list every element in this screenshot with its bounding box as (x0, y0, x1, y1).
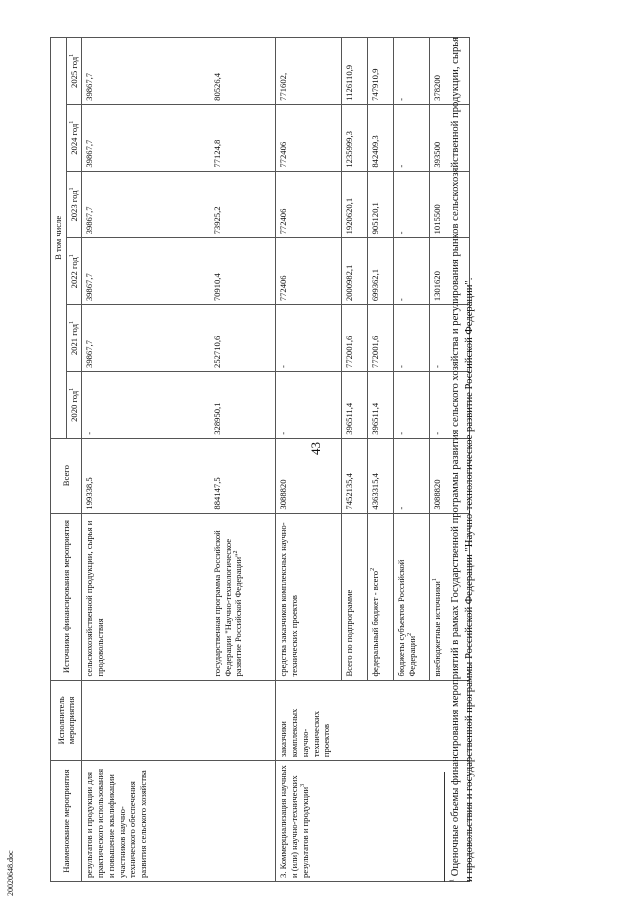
col-header-source: Источники финансирования мероприятия (51, 513, 82, 680)
cell-executor (368, 680, 394, 761)
cell-value: 39867,7 (82, 171, 210, 238)
cell-value: 1126110,9 (342, 38, 368, 105)
cell-value: 771602, (276, 38, 342, 105)
cell-value: - (394, 305, 430, 372)
cell-name (394, 761, 430, 882)
cell-executor (394, 680, 430, 761)
rotated-page-content (50, 37, 550, 882)
cell-executor (210, 680, 276, 761)
cell-total: - (394, 438, 430, 513)
cell-source: федеральный бюджет - всего$^2$ (368, 513, 394, 680)
cell-source: государственная программа Российской Федерации "Научно-технологическое развитие Российской Федерации"$^2$ (210, 513, 276, 680)
cell-value: 905120,1 (368, 171, 394, 238)
col-header-executor: Исполнитель мероприятия (51, 680, 82, 761)
cell-executor: заказчики комплексных научно-технических проектов (276, 680, 342, 761)
cell-total: 199338,5 (82, 438, 210, 513)
cell-value: - (276, 305, 342, 372)
table-row (210, 38, 276, 882)
cell-executor (82, 680, 210, 761)
cell-value: 842409,3 (368, 104, 394, 171)
cell-total: 3088820 (276, 438, 342, 513)
cell-value: 39867,7 (82, 305, 210, 372)
cell-value: 80526,4 (210, 38, 276, 105)
cell-value: 39867,7 (82, 38, 210, 105)
cell-source: бюджеты субъектов Российской Федерации$^2$ (394, 513, 430, 680)
cell-total: 4363315,4 (368, 438, 394, 513)
cell-name (342, 761, 368, 882)
col-header-year: 2024 год$^1$ (66, 104, 82, 171)
cell-name: результатов и продукции для практического использования и повышение квалификации участников научно-технического обеспечения развития сельского хозяйства (82, 761, 210, 882)
cell-value: - (276, 371, 342, 438)
cell-executor (342, 680, 368, 761)
cell-value: 70910,4 (210, 238, 276, 305)
cell-value: 1301620 (430, 238, 470, 305)
cell-name (368, 761, 394, 882)
cell-value: 396511,4 (342, 371, 368, 438)
cell-value: 328950,1 (210, 371, 276, 438)
cell-value: 772001,6 (342, 305, 368, 372)
cell-value: 396511,4 (368, 371, 394, 438)
cell-total: 884147,5 (210, 438, 276, 513)
cell-value: 772406 (276, 104, 342, 171)
financing-table (50, 37, 470, 882)
table-row (82, 38, 210, 882)
cell-source: Всего по подпрограмме (342, 513, 368, 680)
cell-value: 772406 (276, 238, 342, 305)
col-header-including: В том числе (51, 38, 67, 439)
cell-value: - (82, 371, 210, 438)
col-header-name: Наименование мероприятия (51, 761, 82, 882)
cell-name: 3. Коммерциализация научных и (или) научно-технических результатов и продукции$^3$ (276, 761, 342, 882)
cell-value: 73925,2 (210, 171, 276, 238)
cell-source: сельскохозяйственной продукции, сырья и продовольствия (82, 513, 210, 680)
table-row (342, 38, 368, 882)
cell-value: 747910,9 (368, 38, 394, 105)
cell-name (210, 761, 276, 882)
col-header-year: 2022 год$^1$ (66, 238, 82, 305)
footnote: $^1$ Оценочные объемы финансирования мероприятий в рамках Государственной программы развития сельского хозяйства и регулирования рынков сельскохозяйственной продукции, сырья и продовольствия и государственной программы Российской Федерации "Научно-технологическое развитие Российской Федерации". (444, 37, 477, 882)
cell-value: - (394, 171, 430, 238)
cell-total: 3088820 (430, 438, 470, 513)
cell-value: 772406 (276, 171, 342, 238)
document-code: 20020648.doc (6, 850, 15, 896)
cell-value: 772001,6 (368, 305, 394, 372)
col-header-year: 2023 год$^1$ (66, 171, 82, 238)
cell-source: внебюджетные источники$^1$ (430, 513, 470, 680)
cell-value: - (394, 238, 430, 305)
cell-total: 7452135,4 (342, 438, 368, 513)
cell-value: 393500 (430, 104, 470, 171)
cell-value: - (394, 38, 430, 105)
cell-value: 1920620,1 (342, 171, 368, 238)
table-row (368, 38, 394, 882)
cell-value: - (394, 104, 430, 171)
cell-value: 39867,7 (82, 104, 210, 171)
col-header-year: 2021 год$^1$ (66, 305, 82, 372)
footnote-divider (444, 772, 445, 882)
cell-value: 2000982,1 (342, 238, 368, 305)
cell-source: средства заказчиков комплексных научно-технических проектов (276, 513, 342, 680)
cell-value: - (430, 305, 470, 372)
cell-value: - (394, 371, 430, 438)
col-header-total: Всего (51, 438, 82, 513)
cell-value: 77124,8 (210, 104, 276, 171)
cell-value: 252710,6 (210, 305, 276, 372)
cell-value: 1235999,3 (342, 104, 368, 171)
col-header-year: 2025 год$^1$ (66, 38, 82, 105)
footnote-text: Оценочные объемы финансирования мероприятий в рамках Государственной программы развития сельского хозяйства и регулирования рынков сельскохозяйственной продукции, сырья и продовольствия и государственной программы Российской Федерации "Научно-технологическое развитие Российской Федерации". (450, 36, 475, 882)
cell-value: 699362,1 (368, 238, 394, 305)
cell-value: 378200 (430, 38, 470, 105)
table-row (276, 38, 342, 882)
col-header-year: 2020 год$^1$ (66, 371, 82, 438)
cell-value: 1015500 (430, 171, 470, 238)
table-row (394, 38, 430, 882)
cell-value: 39867,7 (82, 238, 210, 305)
page-number: 43 (308, 442, 323, 455)
cell-value: - (430, 371, 470, 438)
